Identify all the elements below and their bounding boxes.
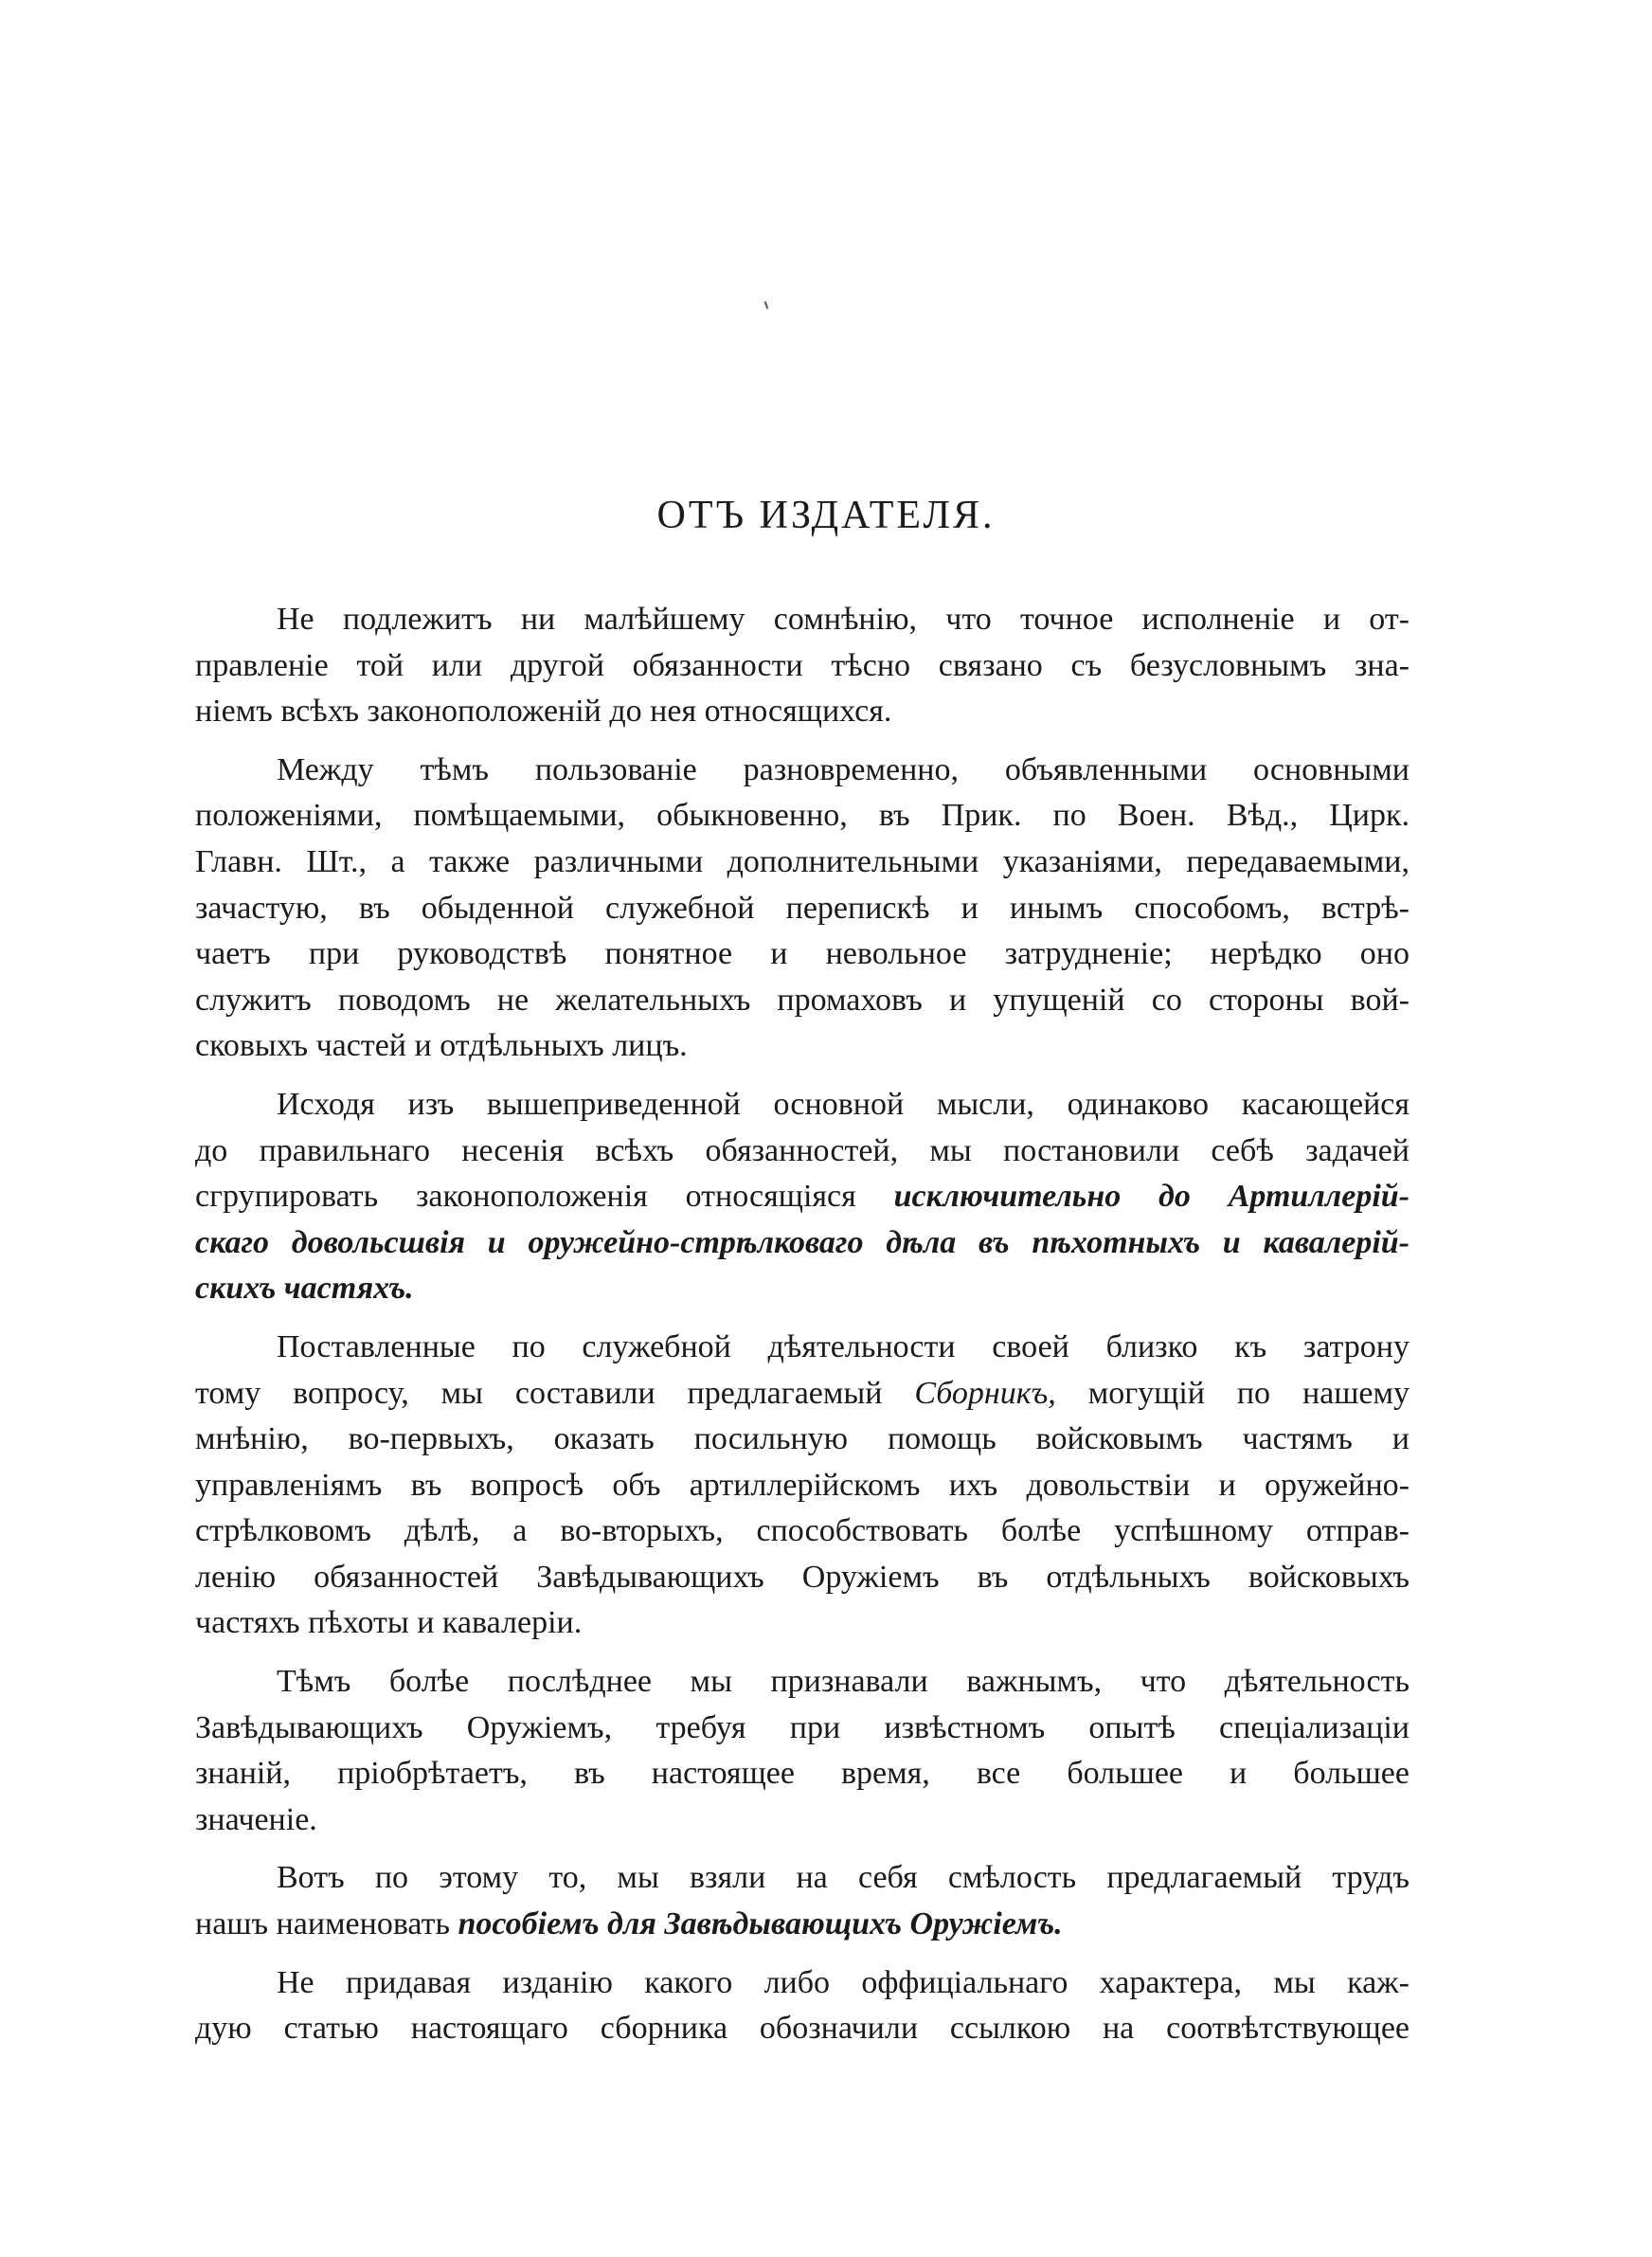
paragraph-2 bbox=[195, 748, 1410, 1070]
print-speck bbox=[764, 301, 769, 309]
text-line: чаетъ при руководствѣ понятное и невольное затрудненіе; нерѣдко оно bbox=[195, 936, 1410, 972]
text-line: мнѣнію, во-первыхъ, оказать посильную помощь войсковымъ частямъ и bbox=[195, 1421, 1410, 1457]
paragraph-7 bbox=[195, 1960, 1410, 2052]
text-line: Главн. Шт., а также различными дополнительными указаніями, передаваемыми, bbox=[195, 843, 1410, 879]
text-line: дую статью настоящаго сборника обозначили ссылкою на соотвѣтствующее bbox=[195, 2011, 1410, 2047]
text-line: сковыхъ частей и отдѣльныхъ лицъ. bbox=[195, 1028, 688, 1064]
text-line: зачастую, въ обыденной служебной перепискѣ и инымъ способомъ, встрѣ- bbox=[195, 890, 1410, 926]
text-line: служитъ поводомъ не желательныхъ промаховъ и упущеній со стороны вой- bbox=[195, 982, 1410, 1018]
text-line: частяхъ пѣхоты и кавалеріи. bbox=[195, 1605, 583, 1641]
text-line: Поставленные по служебной дѣятельности своей близко къ затрону bbox=[277, 1328, 1410, 1364]
emphasis-run: пособіемъ для Завѣдывающихъ Оружіемъ. bbox=[458, 1906, 1063, 1942]
text-line: Вотъ по этому то, мы взяли на себя смѣлость предлагаемый трудъ bbox=[277, 1860, 1410, 1896]
paragraph-1 bbox=[195, 597, 1410, 735]
text-line: ніемъ всѣхъ законоположеній до нея относящихся. bbox=[195, 694, 892, 730]
paragraph-5 bbox=[195, 1659, 1410, 1843]
text-line-mixed bbox=[195, 1371, 1410, 1417]
text-line: до правильнаго несенія всѣхъ обязанностей, мы постановили себѣ задачей bbox=[195, 1132, 1410, 1168]
text-line: положеніями, помѣщаемыми, обыкновенно, въ Прик. по Воен. Вѣд., Цирк. bbox=[195, 798, 1410, 834]
text-line-mixed bbox=[195, 1902, 1410, 1948]
text-line: знаній, пріобрѣтаетъ, въ настоящее время, все большее и большее bbox=[195, 1756, 1410, 1792]
text-run: нашъ наименовать bbox=[195, 1906, 451, 1942]
emphasis-line: скихъ частяхъ. bbox=[195, 1271, 414, 1307]
text-line: Не придавая изданію какого либо оффиціальнаго характера, мы каж- bbox=[277, 1964, 1410, 2000]
text-line: Тѣмъ болѣе послѣднее мы признавали важнымъ, что дѣятельность bbox=[277, 1664, 1410, 1700]
text-line: Между тѣмъ пользованіе разновременно, объявленными основными bbox=[277, 751, 1410, 787]
text-line: Не подлежитъ ни малѣйшему сомнѣнію, что точное исполненіе и от- bbox=[277, 602, 1410, 637]
paragraph-6 bbox=[195, 1855, 1410, 1947]
paragraph-3 bbox=[195, 1082, 1410, 1312]
text-line: стрѣлковомъ дѣлѣ, а во-вторыхъ, способствовать болѣе успѣшному отправ- bbox=[195, 1513, 1410, 1549]
emphasis-run: Сборникъ, bbox=[914, 1375, 1056, 1411]
text-run: тому вопросу, мы составили предлагаемый bbox=[195, 1375, 883, 1411]
emphasis-run: исключительно до Артиллерій- bbox=[893, 1179, 1410, 1215]
text-line-mixed bbox=[195, 1174, 1410, 1220]
emphasis-line: скаго довольсшвія и оружейно-стрѣлковаго дѣла въ пѣхотныхъ и кавалерій- bbox=[195, 1224, 1410, 1260]
text-line: ленію обязанностей Завѣдывающихъ Оружіемъ въ отдѣльныхъ войсковыхъ bbox=[195, 1559, 1410, 1595]
text-line: значеніе. bbox=[195, 1801, 317, 1837]
text-line: управленіямъ въ вопросѣ объ артиллерійскомъ ихъ довольствіи и оружейно- bbox=[195, 1467, 1410, 1503]
text-line: Исходя изъ вышеприведенной основной мысли, одинаково касающейся bbox=[277, 1086, 1410, 1122]
text-run: сгрупировать законоположенія относящіяся bbox=[195, 1179, 856, 1215]
text-line: Завѣдывающихъ Оружіемъ, требуя при извѣстномъ опытѣ спеціализаціи bbox=[195, 1709, 1410, 1745]
body-text bbox=[195, 597, 1410, 2065]
page-title: ОТЪ ИЗДАТЕЛЯ. bbox=[656, 494, 996, 537]
paragraph-4 bbox=[195, 1325, 1410, 1647]
text-line: правленіе той или другой обязанности тѣсно связано съ безусловнымъ зна- bbox=[195, 647, 1410, 683]
text-run: могущій по нашему bbox=[1087, 1375, 1410, 1411]
